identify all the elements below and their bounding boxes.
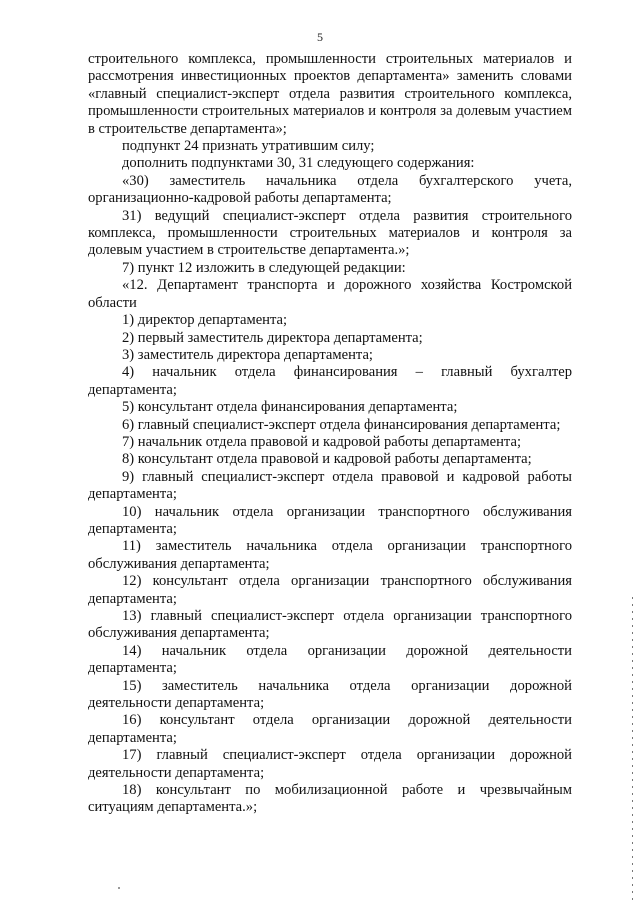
paragraph: 4) начальник отдела финансирования – главный бухгалтер департамента; [88,364,572,398]
document-body [88,51,572,817]
page-number: 5 [317,30,323,44]
paragraph: 17) главный специалист-эксперт отдела организации дорожной деятельности департамента; [88,747,572,781]
paragraph: 7) начальник отдела правовой и кадровой работы департамента; [122,433,522,450]
paragraph: 5) консультант отдела финансирования департамента; [122,399,458,416]
paragraph: 14) начальник отдела организации дорожной деятельности департамента; [88,642,572,677]
paragraph: 31) ведущий специалист-эксперт отдела развития строительного комплекса, промышленности строительных материалов и контроля за долевым участием в строительстве департамента.»; [88,207,572,259]
paragraph: 8) консультант отдела правовой и кадровой работы департамента; [122,451,532,468]
paragraph: 11) заместитель начальника отдела организации транспортного обслуживания департамента; [88,538,572,572]
paragraph: 16) консультант отдела организации дорожной деятельности департамента; [88,712,572,746]
paragraph: 3) заместитель директора департамента; [122,346,373,363]
paragraph: 18) консультант по мобилизационной работе и чрезвычайным ситуациям департамента.»; [88,782,572,816]
paragraph: 6) главный специалист-эксперт отдела финансирования департамента; [122,416,561,433]
paragraph: 2) первый заместитель директора департамента; [122,329,423,346]
scan-speck [118,887,120,889]
paragraph: строительного комплекса, промышленности строительных материалов и рассмотрения инвестиционных проектов департамента» заменить словами «главный специалист-эксперт отдела развития строительного комплекса, промышленности строительных материалов и контроля за долевым участием в строительстве департамента»; [88,51,572,137]
paragraph: 9) главный специалист-эксперт отдела правовой и кадровой работы департамента; [88,468,572,503]
paragraph: дополнить подпунктами 30, 31 следующего содержания: [122,155,475,172]
paragraph: «12. Департамент транспорта и дорожного хозяйства Костромской области [88,277,572,311]
paragraph: 15) заместитель начальника отдела организации дорожной деятельности департамента; [88,677,572,712]
paragraph: 13) главный специалист-эксперт отдела организации транспортного обслуживания департамента; [88,608,572,642]
scan-edge-mark [632,597,633,902]
paragraph: 1) директор департамента; [122,312,288,329]
paragraph: подпункт 24 признать утратившим силу; [122,138,375,155]
paragraph: «30) заместитель начальника отдела бухгалтерского учета, организационно-кадровой работы департамента; [88,172,572,207]
paragraph: 12) консультант отдела организации транспортного обслуживания департамента; [88,573,572,607]
paragraph: 10) начальник отдела организации транспортного обслуживания департамента; [88,503,572,537]
paragraph: 7) пункт 12 изложить в следующей редакции: [122,259,406,276]
